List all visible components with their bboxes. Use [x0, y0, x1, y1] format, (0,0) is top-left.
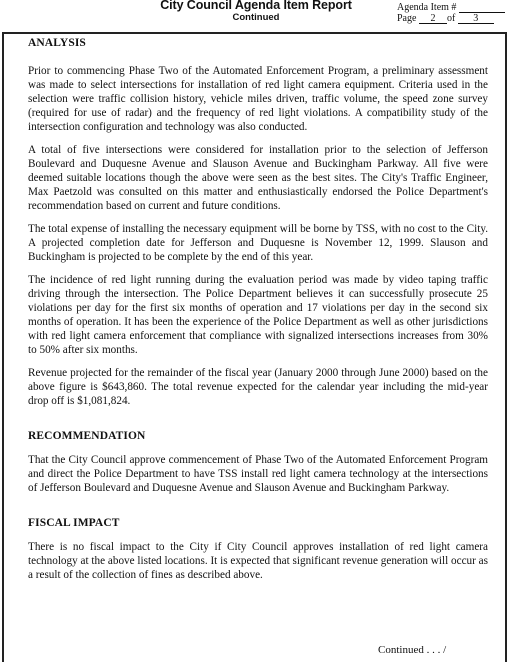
report-subtitle: Continued [232, 12, 280, 23]
recommendation-paragraph: That the City Council approve commencement of Phase Two of the Automated Enforcement Program and direct the Police Department to have TSS install red light camera technology at the intersections of Jefferson Boulevard and Duquesne Avenue and Slauson Avenue and Buckingham Parkway. [28, 454, 488, 494]
analysis-heading: ANALYSIS [28, 37, 86, 49]
analysis-paragraph-1: Prior to commencing Phase Two of the Automated Enforcement Program, a preliminary assessment was made to select intersections for installation of red light camera equipment. Criteria used in the selection were traffic collision history, vehicle miles driven, traffic volume, the speed zone survey (required for use of radar) and the frequency of red light violations. A compatibility study of the intersection configuration and technology was also conducted. [28, 65, 488, 133]
agenda-item-row [397, 2, 509, 13]
agenda-item-label: Agenda Item # [397, 2, 457, 13]
analysis-paragraph-3: The total expense of installing the necessary equipment will be borne by TSS, with no cost to the City. A projected completion date for Jefferson and Duquesne is November 12, 1999. Slauson and Buckingham is projected to be complete by the end of this year. [28, 223, 488, 263]
report-title: City Council Agenda Item Report [160, 0, 352, 12]
analysis-paragraph-5: Revenue projected for the remainder of the fiscal year (January 2000 through June 2000) based on the above figure is $643,860. The total revenue expected for the calendar year including the mid-year drop off is $1,081,824. [28, 367, 488, 407]
of-label: of [446, 13, 456, 24]
fiscal-impact-paragraph: There is no fiscal impact to the City if City Council approves installation of red light camera technology at the above listed locations. It is expected that significant revenue generation will occur as a result of the collection of fines as described above. [28, 541, 488, 581]
report-body [28, 36, 488, 582]
analysis-section [28, 36, 488, 408]
recommendation-heading: RECOMMENDATION [28, 430, 146, 442]
fiscal-impact-heading: FISCAL IMPACT [28, 517, 120, 529]
analysis-paragraph-2: A total of five intersections were considered for installation prior to the selection of Jefferson Boulevard and Duquesne Avenue and Slauson Avenue and Buckingham Parkway. All five were deemed suitable locations though the above were seen as the best sites. The City's Traffic Engineer, Max Paetzold was consulted on this matter and enthusiastically endorsed the Police Department's recommendation based on current and future conditions. [28, 144, 488, 212]
page-number-row [397, 13, 509, 24]
page-number: 2 [419, 13, 447, 24]
report-header [0, 0, 513, 30]
analysis-paragraph-4: The incidence of red light running during the evaluation period was made by video taping traffic driving through the intersection. The Police Department believes it can successfully prosecute 25 violations per day for the first six months of operation and 17 violations per day in the second six months of operation. It has been the experience of the Police Department as well as other jurisdictions with red light camera enforcement that compliance with signalized intersections increases from 30% to 50% after six months. [28, 274, 488, 356]
continued-note: Continued . . . / [378, 644, 447, 656]
agenda-item-value [459, 2, 505, 13]
page-total: 3 [458, 13, 494, 24]
fiscal-impact-section [28, 516, 488, 582]
agenda-page-info [397, 2, 509, 24]
recommendation-section [28, 429, 488, 495]
page-label: Page [397, 13, 417, 24]
